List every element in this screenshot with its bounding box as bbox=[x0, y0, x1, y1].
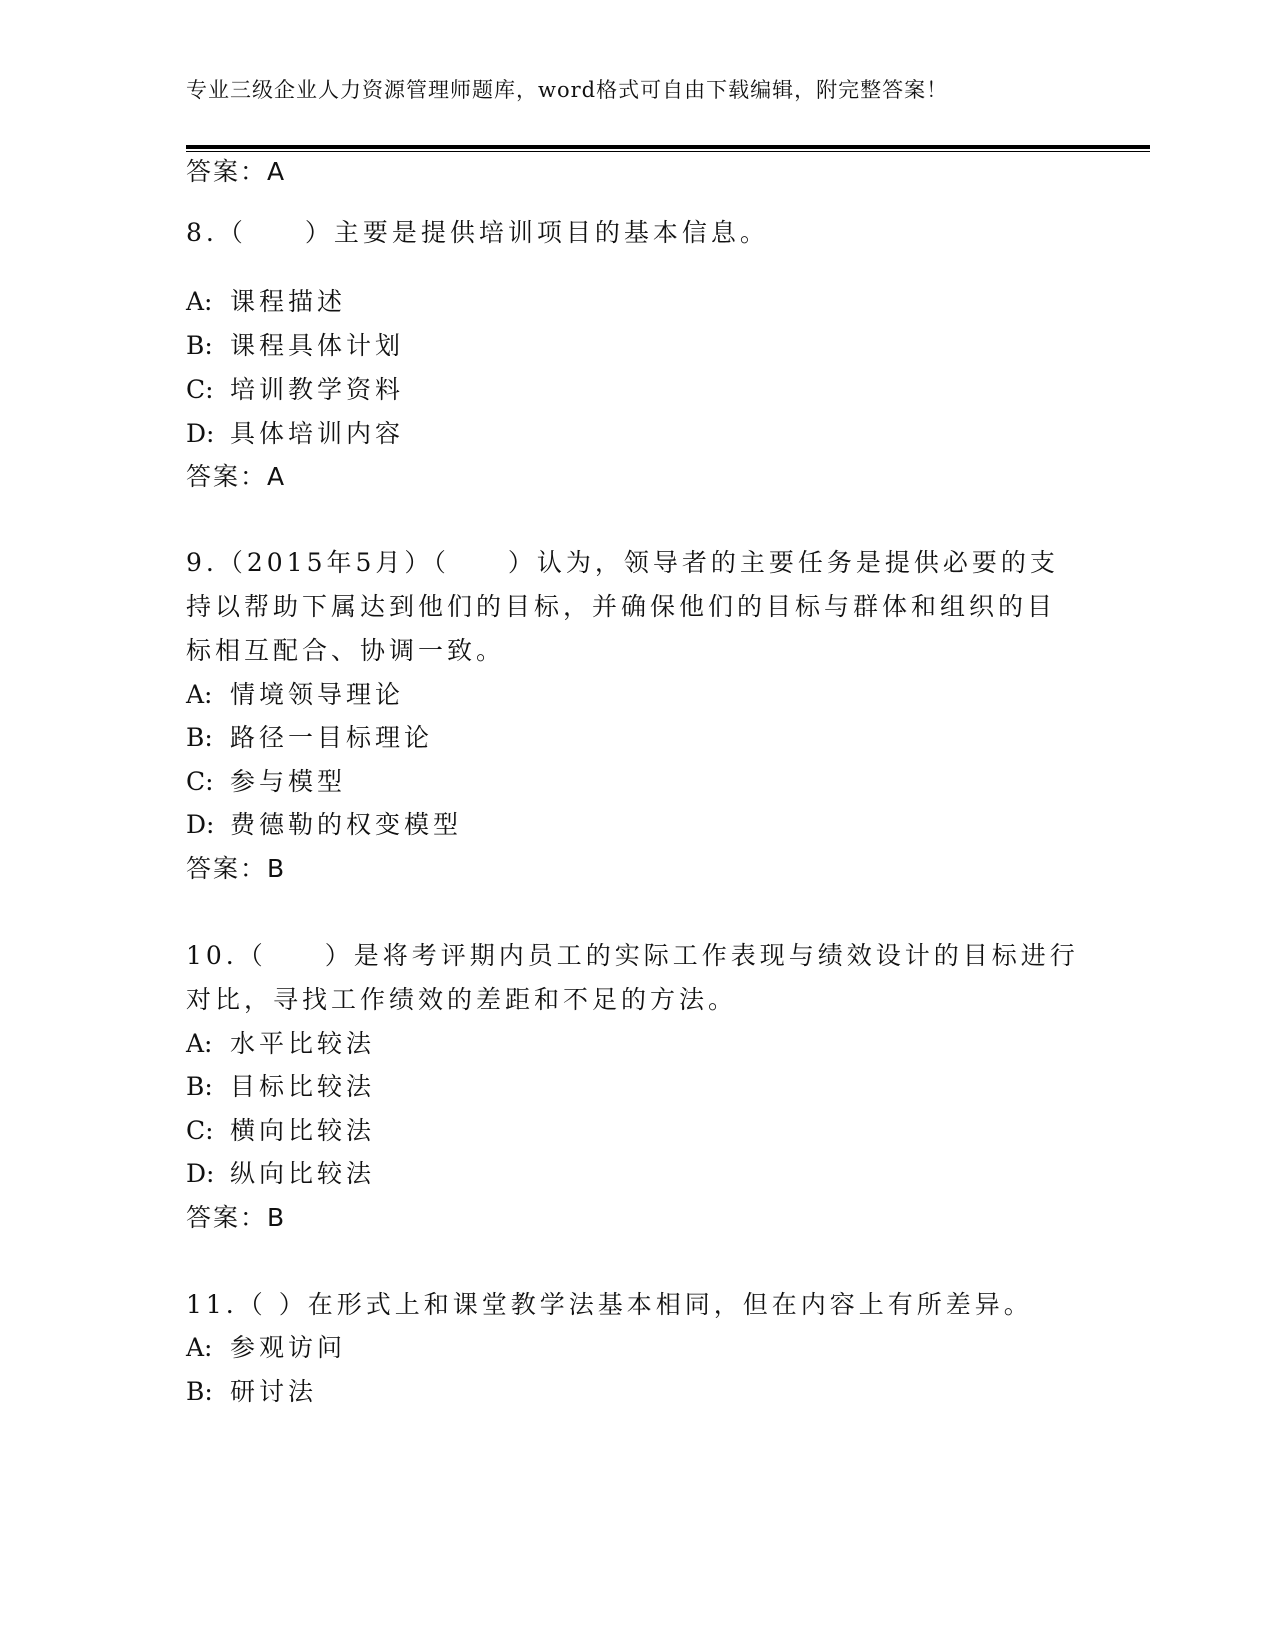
question-9-option-a bbox=[186, 680, 404, 710]
question-10-option-d bbox=[186, 1159, 375, 1189]
option-letter: C: bbox=[186, 375, 214, 404]
question-10-option-c bbox=[186, 1116, 375, 1146]
option-letter: D: bbox=[186, 419, 215, 448]
option-letter: B: bbox=[186, 331, 213, 360]
option-text: 目标比较法 bbox=[230, 1072, 376, 1101]
option-letter: A: bbox=[186, 680, 213, 709]
option-letter: B: bbox=[186, 1377, 213, 1406]
option-text: 费德勒的权变模型 bbox=[230, 810, 463, 839]
question-8-answer: 答案：A bbox=[186, 462, 287, 491]
option-text: 具体培训内容 bbox=[230, 419, 405, 448]
option-letter: D: bbox=[186, 810, 215, 839]
option-letter: D: bbox=[186, 1159, 215, 1188]
header-rule-thick bbox=[186, 145, 1150, 149]
question-9-stem-line-1: 9.（2015年5月）（ ）认为，领导者的主要任务是提供必要的支 bbox=[186, 548, 1059, 577]
option-letter: A: bbox=[186, 1333, 213, 1362]
option-text: 培训教学资料 bbox=[230, 375, 405, 404]
option-text: 课程描述 bbox=[230, 287, 347, 316]
option-letter: C: bbox=[186, 767, 214, 796]
question-10-stem-line-1: 10.（ ）是将考评期内员工的实际工作表现与绩效设计的目标进行 bbox=[186, 941, 1079, 970]
question-11-option-a bbox=[186, 1333, 346, 1363]
question-9-stem-line-2: 持以帮助下属达到他们的目标，并确保他们的目标与群体和组织的目 bbox=[186, 592, 1057, 621]
page-header: 专业三级企业人力资源管理师题库，word格式可自由下载编辑，附完整答案！ bbox=[186, 78, 949, 102]
question-9-option-c bbox=[186, 767, 346, 797]
option-letter: B: bbox=[186, 1072, 213, 1101]
question-8-option-b bbox=[186, 331, 404, 361]
option-text: 横向比较法 bbox=[230, 1116, 376, 1145]
option-letter: C: bbox=[186, 1116, 214, 1145]
question-8-stem: 8.（ ）主要是提供培训项目的基本信息。 bbox=[186, 218, 769, 247]
question-9-option-b bbox=[186, 723, 433, 753]
question-9-answer: 答案：B bbox=[186, 854, 287, 883]
option-text: 路径一目标理论 bbox=[230, 723, 434, 752]
option-text: 参与模型 bbox=[230, 767, 347, 796]
question-9-stem-line-3: 标相互配合、协调一致。 bbox=[186, 636, 506, 665]
question-8-option-d bbox=[186, 419, 404, 449]
option-letter: B: bbox=[186, 723, 213, 752]
question-8-option-a bbox=[186, 287, 346, 317]
option-letter: A: bbox=[186, 287, 213, 316]
previous-answer: 答案：A bbox=[186, 157, 287, 186]
option-text: 研讨法 bbox=[230, 1377, 318, 1406]
question-9-option-d bbox=[186, 810, 462, 840]
question-10-stem-line-2: 对比，寻找工作绩效的差距和不足的方法。 bbox=[186, 985, 738, 1014]
question-10-option-b bbox=[186, 1072, 375, 1102]
option-text: 情境领导理论 bbox=[230, 680, 405, 709]
option-letter: A: bbox=[186, 1029, 213, 1058]
option-text: 纵向比较法 bbox=[230, 1159, 376, 1188]
question-10-option-a bbox=[186, 1029, 375, 1059]
question-8-option-c bbox=[186, 375, 404, 405]
option-text: 水平比较法 bbox=[230, 1029, 376, 1058]
question-11-stem: 11.（ ）在形式上和课堂教学法基本相同，但在内容上有所差异。 bbox=[186, 1290, 1033, 1319]
question-11-option-b bbox=[186, 1377, 317, 1407]
option-text: 参观访问 bbox=[230, 1333, 347, 1362]
question-10-answer: 答案：B bbox=[186, 1203, 287, 1232]
option-text: 课程具体计划 bbox=[230, 331, 405, 360]
header-rule-thin bbox=[186, 151, 1150, 152]
